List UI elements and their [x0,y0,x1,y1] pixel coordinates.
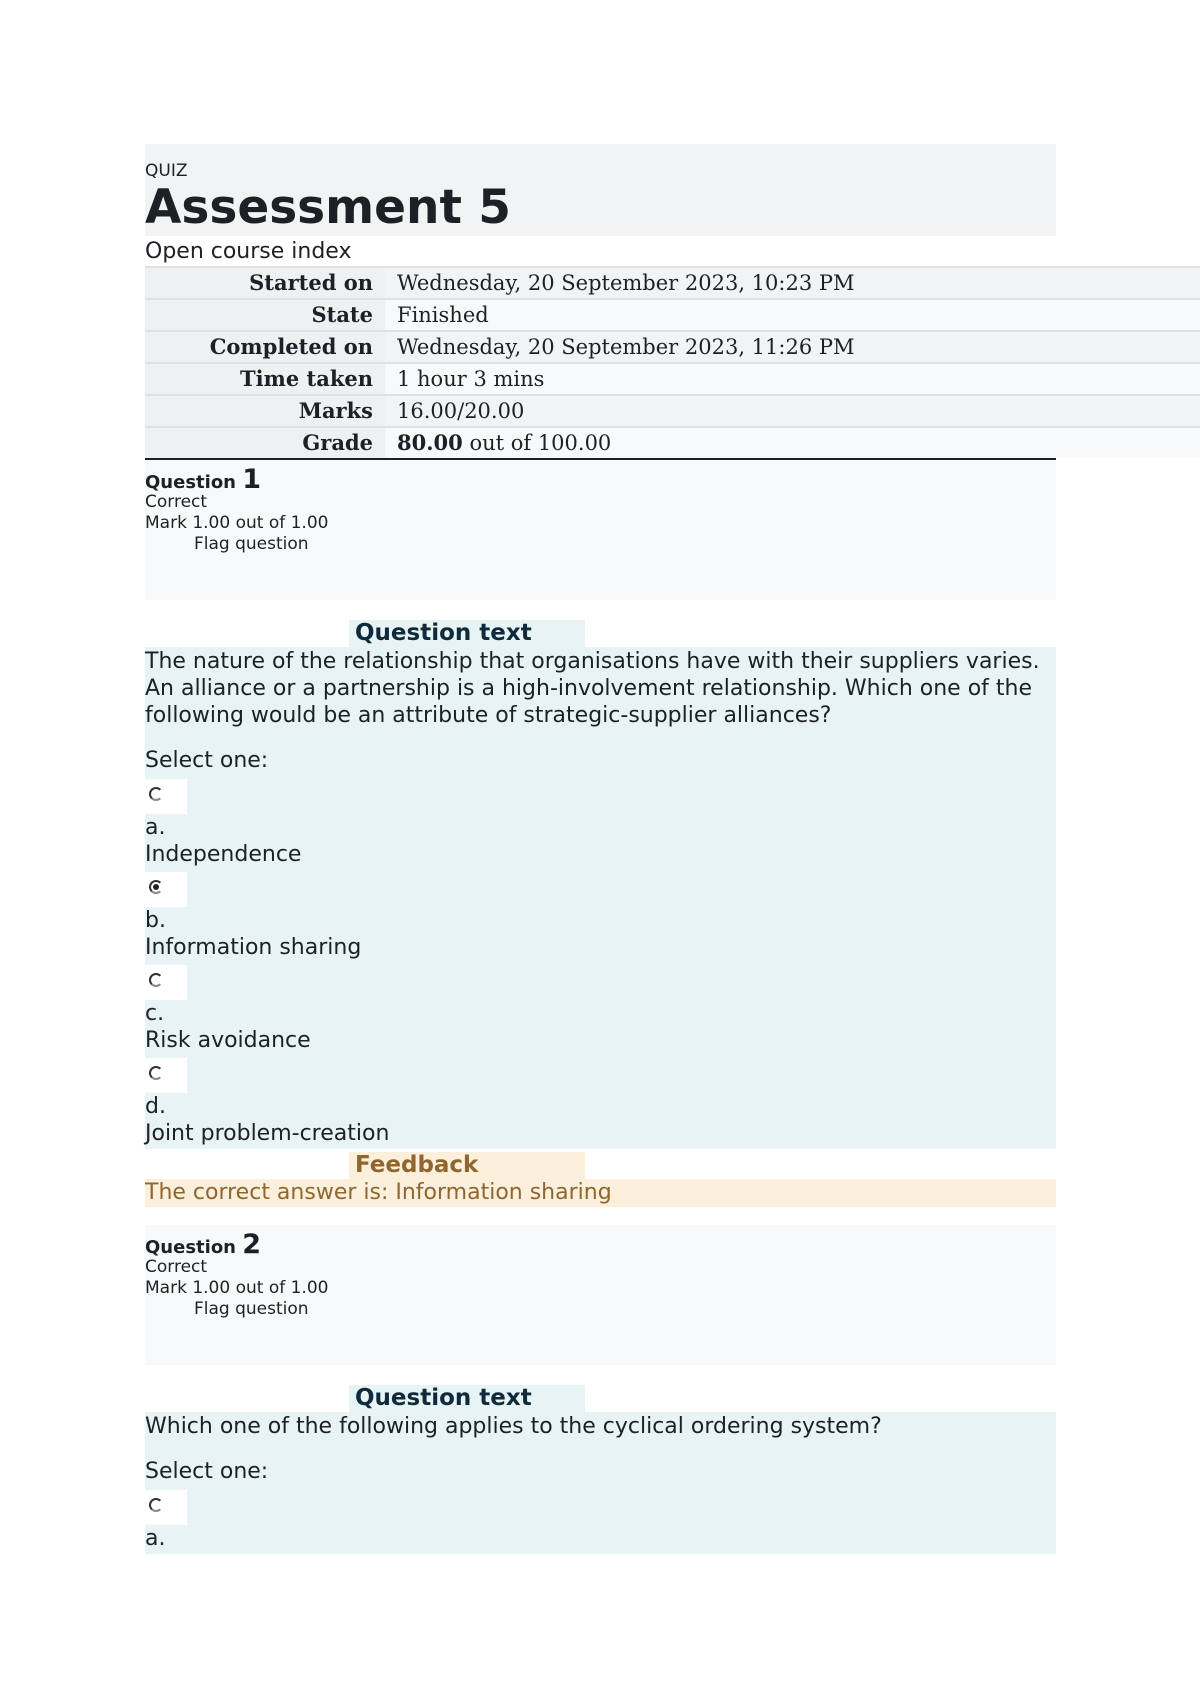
question-text-heading: Question text [349,620,585,647]
question-text: The nature of the relationship that organisations have with their suppliers varies. An alliance or a partnership is a high-involvement relationship. Which one of the following would be an attribute of strategic-supplier alliances? [145,649,1040,728]
summary-value: Wednesday, 20 September 2023, 10:23 PM [385,267,1200,299]
select-one-label: Select one: [145,748,269,773]
quiz-label: QUIZ [145,161,188,181]
page-header [145,144,1056,236]
question-label: Question [145,1237,236,1258]
summary-label: Grade [145,427,385,458]
spacer [145,1365,1056,1385]
summary-row [145,331,1200,363]
option-radio-c[interactable] [145,965,187,1000]
radio-unchecked-icon [149,1498,163,1512]
select-one-label: Select one: [145,1459,269,1484]
question-number [145,464,261,495]
question-text-heading: Question text [349,1385,585,1412]
option-radio-d[interactable] [145,1058,187,1093]
radio-checked-icon [149,880,163,894]
question-num: 2 [242,1229,262,1260]
question-state: Correct [145,1257,208,1277]
question-mark: Mark 1.00 out of 1.00 [145,513,329,533]
option-letter: a. [145,1526,166,1551]
question-content [145,647,1056,1149]
question-number [145,1229,261,1260]
option-letter: b. [145,908,166,933]
summary-label: Time taken [145,363,385,395]
option-text: Independence [145,842,302,867]
option-radio-b[interactable] [145,872,187,907]
question-num: 1 [242,464,262,495]
summary-value: Wednesday, 20 September 2023, 11:26 PM [385,331,1200,363]
option-radio-a[interactable] [145,779,187,814]
question-text: Which one of the following applies to the cyclical ordering system? [145,1414,882,1439]
summary-row [145,267,1200,299]
question-info [145,1225,1056,1365]
attempt-summary-table [145,266,1200,458]
summary-value: 1 hour 3 mins [385,363,1200,395]
summary-value [385,427,1200,458]
option-text: Risk avoidance [145,1028,311,1053]
question-info [145,460,1056,600]
flag-question-link[interactable]: Flag question [194,1299,309,1319]
radio-unchecked-icon [149,787,163,801]
question-label: Question [145,472,236,493]
question-mark: Mark 1.00 out of 1.00 [145,1278,329,1298]
feedback-heading: Feedback [349,1152,585,1179]
radio-unchecked-icon [149,973,163,987]
quiz-review-page [145,144,1056,1554]
open-course-index-link[interactable]: Open course index [145,239,352,264]
summary-label: Marks [145,395,385,427]
grade-value: 80.00 [397,430,463,455]
question-state: Correct [145,492,208,512]
page-title: Assessment 5 [145,180,511,235]
option-radio-a[interactable] [145,1490,187,1525]
radio-unchecked-icon [149,1066,163,1080]
summary-value: 16.00/20.00 [385,395,1200,427]
summary-row [145,363,1200,395]
feedback-text: The correct answer is: Information sharing [145,1179,1056,1207]
question-content [145,1412,1056,1554]
flag-question-link[interactable]: Flag question [194,534,309,554]
option-letter: c. [145,1001,165,1026]
spacer [145,600,1056,620]
summary-value: Finished [385,299,1200,331]
option-letter: d. [145,1094,166,1119]
summary-label: Started on [145,267,385,299]
option-text: Joint problem-creation [145,1121,390,1146]
summary-row [145,395,1200,427]
summary-row [145,299,1200,331]
grade-out-of: out of 100.00 [462,431,612,455]
summary-row-grade [145,427,1200,458]
summary-label: Completed on [145,331,385,363]
option-text: Information sharing [145,935,362,960]
summary-label: State [145,299,385,331]
option-letter: a. [145,815,166,840]
spacer [145,1207,1056,1225]
